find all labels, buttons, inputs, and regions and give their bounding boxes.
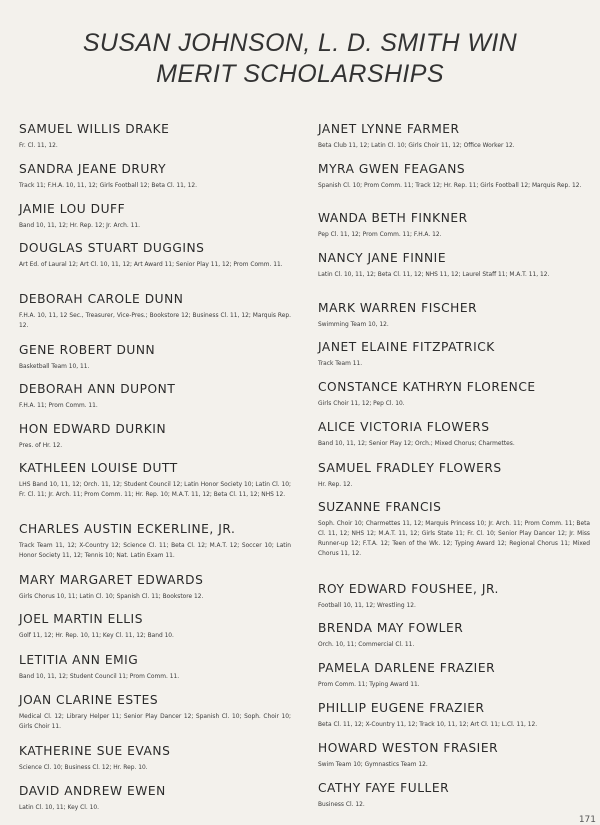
student-entry: [318, 741, 590, 770]
student-entry: [19, 422, 291, 451]
student-entry: [19, 612, 291, 641]
student-name: PAMELA DARLENE FRAZIER: [318, 661, 496, 675]
student-entry: [318, 420, 590, 449]
student-name: JANET LYNNE FARMER: [318, 122, 460, 136]
student-name: KATHLEEN LOUISE DUTT: [19, 461, 178, 475]
page-number: 171: [578, 815, 596, 825]
student-entry: [19, 122, 291, 151]
student-name: DEBORAH ANN DUPONT: [19, 382, 176, 396]
student-name: GENE ROBERT DUNN: [19, 343, 156, 357]
student-name: SAMUEL WILLIS DRAKE: [19, 122, 170, 136]
student-entry: [19, 382, 291, 411]
student-name: KATHERINE SUE EVANS: [19, 744, 171, 758]
student-activities: Spanish Cl. 10; Prom Comm. 11; Track 12; Hr. Rep. 11; Girls Football 12; Marquis Rep. 12.: [318, 183, 582, 189]
student-entry: [19, 292, 291, 331]
student-activities: Swim Team 10; Gymnastics Team 12.: [318, 762, 428, 768]
student-activities: Pep Cl. 11, 12; Prom Comm. 11; F.H.A. 12.: [318, 232, 442, 238]
student-entry: [318, 380, 590, 409]
student-entry: [318, 122, 590, 151]
student-entry: [318, 661, 590, 690]
student-activities: Football 10, 11, 12; Wrestling 12.: [318, 603, 416, 609]
student-name: CATHY FAYE FULLER: [318, 781, 450, 795]
student-activities: F.H.A. 11; Prom Comm. 11.: [19, 403, 98, 409]
student-name: LETITIA ANN EMIG: [19, 653, 139, 667]
student-activities: Track Team 11.: [318, 361, 363, 367]
student-entry: [19, 744, 291, 773]
student-entry: [318, 301, 590, 330]
student-name: SUZANNE FRANCIS: [318, 500, 442, 514]
student-entry: [19, 573, 291, 602]
student-activities: Golf 11, 12; Hr. Rep. 10, 11; Key Cl. 11, 12; Band 10.: [19, 633, 174, 639]
student-entry: [318, 340, 590, 369]
student-name: ALICE VICTORIA FLOWERS: [318, 420, 490, 434]
student-name: NANCY JANE FINNIE: [318, 251, 447, 265]
student-activities: Basketball Team 10, 11.: [19, 364, 90, 370]
student-name: WANDA BETH FINKNER: [318, 211, 468, 225]
student-entry: [318, 500, 590, 559]
student-name: HOWARD WESTON FRASIER: [318, 741, 499, 755]
student-name: ROY EDWARD FOUSHEE, JR.: [318, 582, 499, 596]
student-entry: [318, 701, 590, 730]
student-activities: LHS Band 10, 11, 12; Orch. 11, 12; Student Council 12; Latin Honor Society 10; Latin Cl. 10; Fr. Cl. 11; Jr. Arch. 11; Prom Comm. 11; Hr. Rep. 10; M.A.T. 11, 12; Beta Cl. 11, 12; NHS 12.: [19, 482, 291, 498]
student-entry: [318, 251, 590, 280]
student-activities: Beta Cl. 11, 12; X-Country 11, 12; Track 10, 11, 12; Art Cl. 11; L.Cl. 11, 12.: [318, 722, 538, 728]
student-entry: [19, 461, 291, 500]
student-activities: Orch. 10, 11; Commercial Cl. 11.: [318, 642, 415, 648]
headline-line-1: SUSAN JOHNSON, L. D. SMITH WIN: [82, 29, 518, 57]
student-name: BRENDA MAY FOWLER: [318, 621, 464, 635]
student-activities: Science Cl. 10; Business Cl. 12; Hr. Rep. 10.: [19, 765, 148, 771]
page-headline: [0, 28, 600, 90]
student-activities: Band 10, 11, 12; Student Council 11; Prom Comm. 11.: [19, 674, 180, 680]
student-name: MYRA GWEN FEAGANS: [318, 162, 466, 176]
student-name: HON EDWARD DURKIN: [19, 422, 167, 436]
student-name: CHARLES AUSTIN ECKERLINE, JR.: [19, 522, 236, 536]
student-entry: [19, 693, 291, 732]
student-activities: Track 11; F.H.A. 10, 11, 12; Girls Football 12; Beta Cl. 11, 12.: [19, 183, 197, 189]
student-activities: Medical Cl. 12; Library Helper 11; Senior Play Dancer 12; Spanish Cl. 10; Soph. Choir 10; Girls Choir 11.: [19, 714, 291, 730]
student-entry: [318, 211, 590, 240]
student-activities: Soph. Choir 10; Charmettes 11, 12; Marquis Princess 10; Jr. Arch. 11; Prom Comm. 11; Beta Cl. 11, 12; NHS 12; M.A.T. 11, 12; Girls State 11; Fr. Cl. 10; Senior Play Dancer 12; Jr. Miss Runner-up 12; F.T.A. 12; Teen of the Wk. 12; Typing Award 12; Regional Chorus 11; Mixed Chorus 11, 12.: [318, 521, 590, 557]
student-activities: Business Cl. 12.: [318, 802, 365, 808]
student-activities: Beta Club 11, 12; Latin Cl. 10; Girls Choir 11, 12; Office Worker 12.: [318, 143, 515, 149]
student-name: CONSTANCE KATHRYN FLORENCE: [318, 380, 536, 394]
student-name: MARY MARGARET EDWARDS: [19, 573, 204, 587]
student-name: JANET ELAINE FITZPATRICK: [318, 340, 495, 354]
student-entry: [19, 241, 291, 270]
student-name: DEBORAH CAROLE DUNN: [19, 292, 184, 306]
student-entry: [318, 461, 590, 490]
student-entry: [19, 653, 291, 682]
student-name: JOEL MARTIN ELLIS: [19, 612, 143, 626]
student-name: SANDRA JEANE DRURY: [19, 162, 167, 176]
student-activities: Latin Cl. 10, 11; Key Cl. 10.: [19, 805, 99, 811]
student-entry: [318, 781, 590, 810]
headline-line-2: MERIT SCHOLARSHIPS: [156, 60, 444, 88]
student-entry: [318, 582, 590, 611]
student-name: PHILLIP EUGENE FRAZIER: [318, 701, 485, 715]
student-activities: Latin Cl. 10, 11, 12; Beta Cl. 11, 12; NHS 11, 12; Laurel Staff 11; M.A.T. 11, 12.: [318, 272, 550, 278]
student-entry: [318, 621, 590, 650]
student-activities: Pres. of Hr. 12.: [19, 443, 63, 449]
student-entry: [19, 202, 291, 231]
student-entry: [19, 162, 291, 191]
student-name: JAMIE LOU DUFF: [19, 202, 126, 216]
student-activities: Art Ed. of Laural 12; Art Cl. 10, 11, 12; Art Award 11; Senior Play 11, 12; Prom Comm. 11.: [19, 262, 283, 268]
student-name: SAMUEL FRADLEY FLOWERS: [318, 461, 502, 475]
student-name: DAVID ANDREW EWEN: [19, 784, 166, 798]
student-activities: Fr. Cl. 11, 12.: [19, 143, 58, 149]
student-activities: F.H.A. 10, 11, 12 Sec., Treasurer, Vice-Pres.; Bookstore 12; Business Cl. 11, 12; Marquis Rep. 12.: [19, 313, 291, 329]
student-entry: [318, 162, 590, 191]
student-activities: Track Team 11, 12; X-Country 12; Science Cl. 11; Beta Cl. 12; M.A.T. 12; Soccer 10; Latin Honor Society 11, 12; Tennis 10; Nat. Latin Exam 11.: [19, 543, 291, 559]
student-activities: Band 10, 11, 12; Hr. Rep. 12; Jr. Arch. 11.: [19, 223, 140, 229]
student-activities: Girls Chorus 10, 11; Latin Cl. 10; Spanish Cl. 11; Bookstore 12.: [19, 594, 204, 600]
student-name: JOAN CLARINE ESTES: [19, 693, 159, 707]
student-entry: [19, 343, 291, 372]
student-activities: Hr. Rep. 12.: [318, 482, 353, 488]
student-name: MARK WARREN FISCHER: [318, 301, 478, 315]
student-entry: [19, 522, 291, 561]
student-name: DOUGLAS STUART DUGGINS: [19, 241, 205, 255]
student-activities: Band 10, 11, 12; Senior Play 12; Orch.; Mixed Chorus; Charmettes.: [318, 441, 515, 447]
student-entry: [19, 784, 291, 813]
student-activities: Girls Choir 11, 12; Pep Cl. 10.: [318, 401, 405, 407]
student-activities: Prom Comm. 11; Typing Award 11.: [318, 682, 420, 688]
student-activities: Swimming Team 10, 12.: [318, 322, 389, 328]
